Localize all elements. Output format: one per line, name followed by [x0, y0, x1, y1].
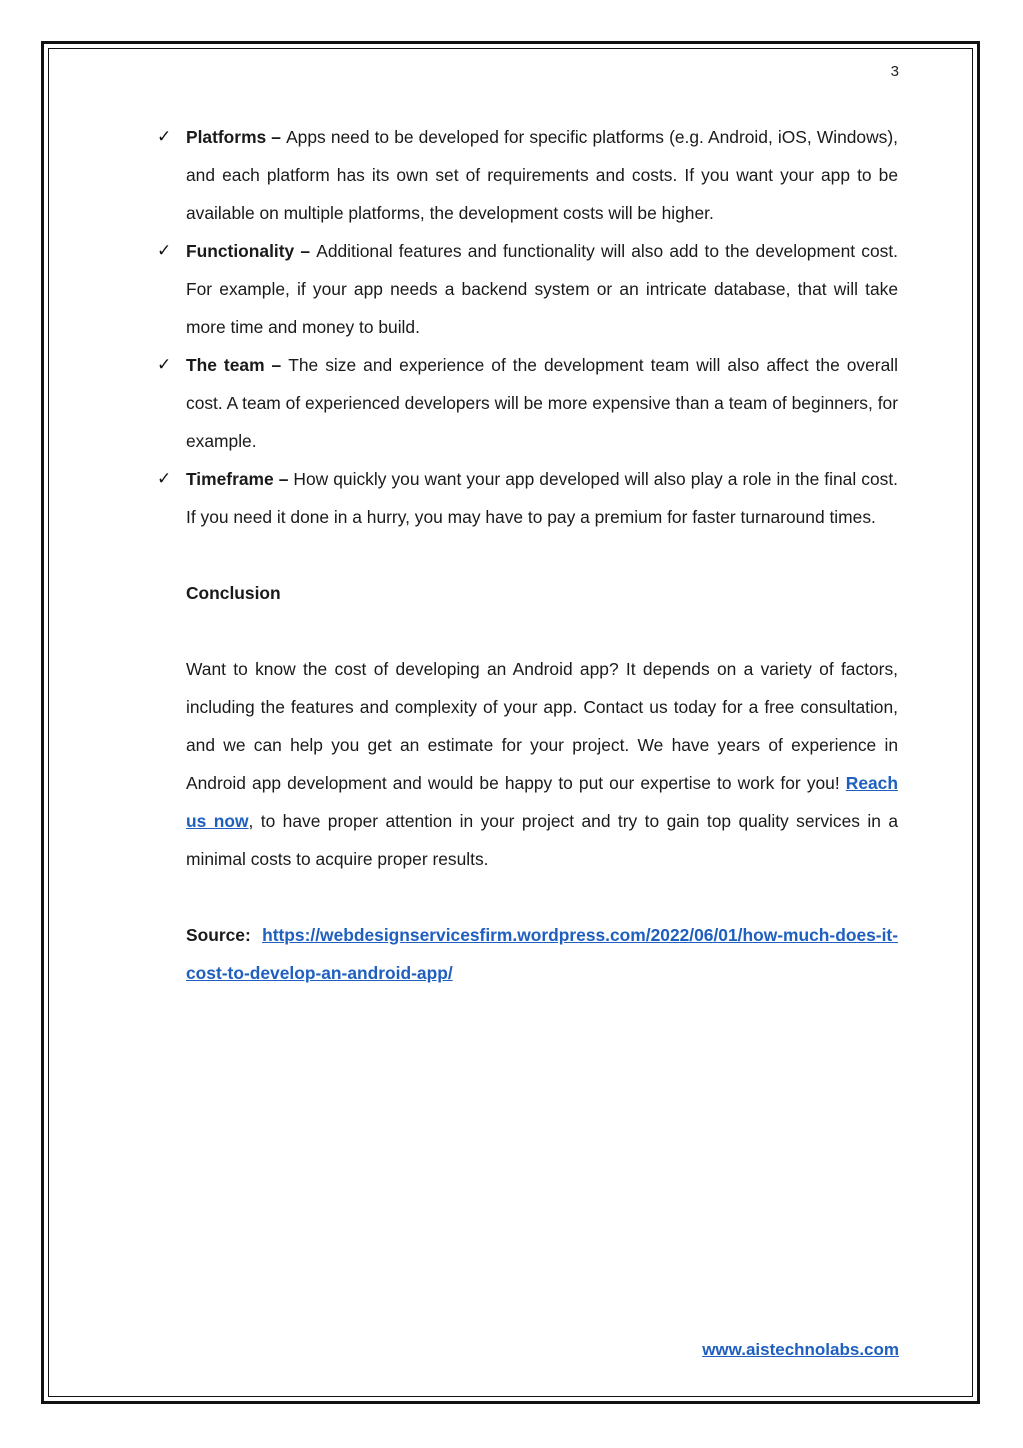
footer-website-link[interactable]: www.aistechnolabs.com — [702, 1340, 899, 1359]
check-mark-icon: ✓ — [157, 469, 172, 488]
bullet-text: How quickly you want your app developed will also play a role in the final cost. If you need it done in a hurry, you may have to pay a premium for faster turnaround times. — [186, 469, 898, 527]
document-body — [157, 118, 898, 992]
conclusion-text: Want to know the cost of developing an Android app? It depends on a variety of factors, including the features and complexity of your app. Contact us today for a free consultation, and we can help you get an estimate for your project. We have years of experience in Android app development and would be happy to put our expertise to work for you! — [186, 659, 898, 793]
conclusion-paragraph — [186, 650, 898, 878]
reach-us-now-link[interactable]: Reach us now — [186, 773, 898, 831]
conclusion-text-after-link: , to have proper attention in your project and try to gain top quality services in a minimal costs to acquire proper results. — [186, 811, 898, 869]
check-mark-icon: ✓ — [157, 241, 172, 260]
bullet-term: Platforms – — [186, 127, 287, 147]
source-url-link[interactable]: https://webdesignservicesfirm.wordpress.com/2022/06/01/how-much-does-it-cost-to-develop-an-android-app/ — [186, 925, 898, 983]
check-mark-icon: ✓ — [157, 355, 172, 374]
bullet-the-team — [157, 346, 898, 460]
check-mark-icon: ✓ — [157, 127, 172, 146]
bullet-term: Timeframe – — [186, 469, 294, 489]
bullet-functionality — [157, 232, 898, 346]
bullet-text: The size and experience of the development team will also affect the overall cost. A team of experienced developers will be more expensive than a team of beginners, for example. — [186, 355, 898, 451]
bullet-term: Functionality – — [186, 241, 317, 261]
bullet-timeframe — [157, 460, 898, 536]
bullet-text: Apps need to be developed for specific platforms (e.g. Android, iOS, Windows), and each platform has its own set of requirements and costs. If you want your app to be available on multiple platforms, the development costs will be higher. — [186, 127, 898, 223]
page-number: 3 — [890, 63, 899, 80]
conclusion-heading: Conclusion — [186, 583, 281, 603]
bullet-text: Additional features and functionality will also add to the development cost. For example, if your app needs a backend system or an intricate database, that will take more time and money to build. — [186, 241, 898, 337]
bullet-platforms — [157, 118, 898, 232]
bullet-term: The team – — [186, 355, 289, 375]
source-label: Source: — [186, 925, 263, 945]
source-line — [186, 916, 898, 992]
